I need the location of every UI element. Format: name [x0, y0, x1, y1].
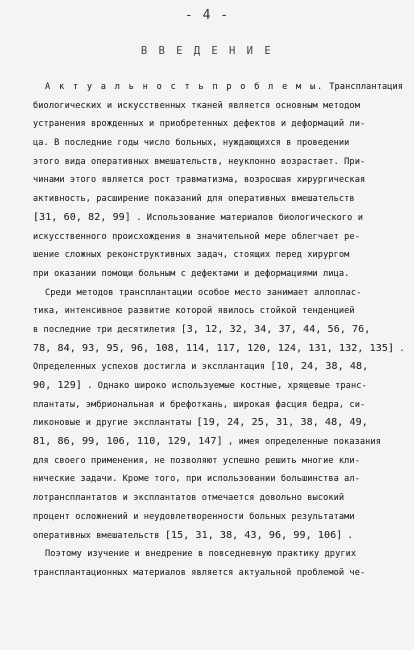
p2-line-6 — [33, 377, 393, 396]
p1-line-4: ца. В последние годы число больных, нуждающихся в проведении — [33, 138, 350, 149]
p2-line-5 — [33, 358, 393, 377]
p1-line-7: активность, расширение показаний для оперативных вмешательств — [33, 194, 355, 205]
p2-line-6-rest: . Однако широко используемые костные, хрящевые транс- — [87, 381, 367, 391]
citation-refs: [19, 24, 25, 31, 38, 48, 49, — [196, 417, 368, 429]
p1-line-8 — [33, 209, 393, 228]
p2-line-4-rest: . — [399, 343, 405, 354]
p1-line-8-rest: . Использование материалов биологического и — [136, 212, 363, 223]
p1-line-5: этого вида оперативных вмешательств, неуклонно возрастает. При- — [33, 156, 366, 167]
p2-line-3 — [33, 321, 393, 340]
citation-refs: 81, 86, 99, 106, 110, 129, 147] — [33, 436, 223, 448]
p1-line-9: искусственного происхождения в значительной мере облегчает ре- — [33, 231, 360, 242]
p3-line-2: трансплантационных материалов является актуальной проблемой че- — [33, 567, 366, 578]
p1-line-10: шение сложных реконструктивных задач, стоящих перед хирургом — [33, 250, 350, 261]
p1-heading-label: А к т у а л ь н о с т ь п р о б л е м ы. — [45, 82, 324, 92]
citation-refs: 90, 129] — [33, 380, 82, 391]
page-number: - 4 - — [184, 8, 230, 23]
p2-line-14 — [33, 527, 393, 546]
p3-line-1: Поэтому изучение и внедрение в повседневную практику других — [45, 549, 357, 560]
p2-line-9-rest: , имея определенные показания — [228, 437, 381, 448]
p1-line-2: биологических и искусственных тканей является основным методом — [33, 100, 360, 111]
citation-refs: [15, 31, 38, 43, 96, 99, 106] — [164, 529, 343, 541]
p1-line-1 — [33, 78, 404, 97]
body-text — [33, 78, 405, 583]
p2-line-10: для своего применения, не позволяют успешно решить многие кли- — [33, 455, 360, 466]
p1-line-6: чинами этого является рост травматизма, возросшая хирургическая — [33, 175, 366, 186]
p2-line-3-text: в последние три десятилетия — [33, 324, 176, 335]
p2-line-12: лотрансплантатов и эксплантатов отмечается довольно высокий — [33, 493, 345, 504]
p2-line-7: плантаты, эмбриональная и брефоткань, широкая фасция бедра, си- — [33, 399, 366, 410]
p1-line-3: устранения врожденных и приобретенных дефектов и деформаций ли- — [33, 119, 366, 130]
p2-line-1: Среди методов трансплантации особое место занимает аллоплас- — [45, 287, 362, 298]
p2-line-2: тика, интенсивное развитие которой явилось стойкой тенденцией — [33, 306, 355, 317]
p2-line-14-text: оперативных вмешательств — [33, 530, 160, 541]
citation-refs: [3, 12, 32, 34, 37, 44, 56, 76, — [180, 323, 371, 335]
p1-line-1-rest: Трансплантация — [329, 82, 404, 92]
p2-line-13: процент осложнений и неудовлетворенности больных результатами — [33, 511, 355, 522]
p2-line-5-text: Определенных успехов достигла и эксплантация — [33, 362, 266, 373]
citation-refs: [10, 24, 38, 48, — [270, 361, 369, 373]
p2-line-4 — [33, 340, 405, 359]
citation-refs: 78, 84, 93, 95, 96, 108, 114, 117, 120, 124, 131, 132, 135] — [33, 342, 395, 354]
p1-line-11: при оказании помощи больным с дефектами и деформациями лица. — [33, 268, 350, 279]
p2-line-8 — [33, 414, 393, 433]
citation-refs: [31, 60, 82, 99] — [33, 211, 131, 223]
p2-line-9 — [33, 433, 393, 452]
p2-line-11: нические задачи. Кроме того, при использовании большинства ал- — [33, 474, 360, 485]
section-title: В В Е Д Е Н И Е — [140, 45, 274, 57]
p2-line-8-text: ликоновые и другие эксплантаты — [33, 418, 192, 429]
p2-line-14-rest: . — [347, 530, 353, 541]
